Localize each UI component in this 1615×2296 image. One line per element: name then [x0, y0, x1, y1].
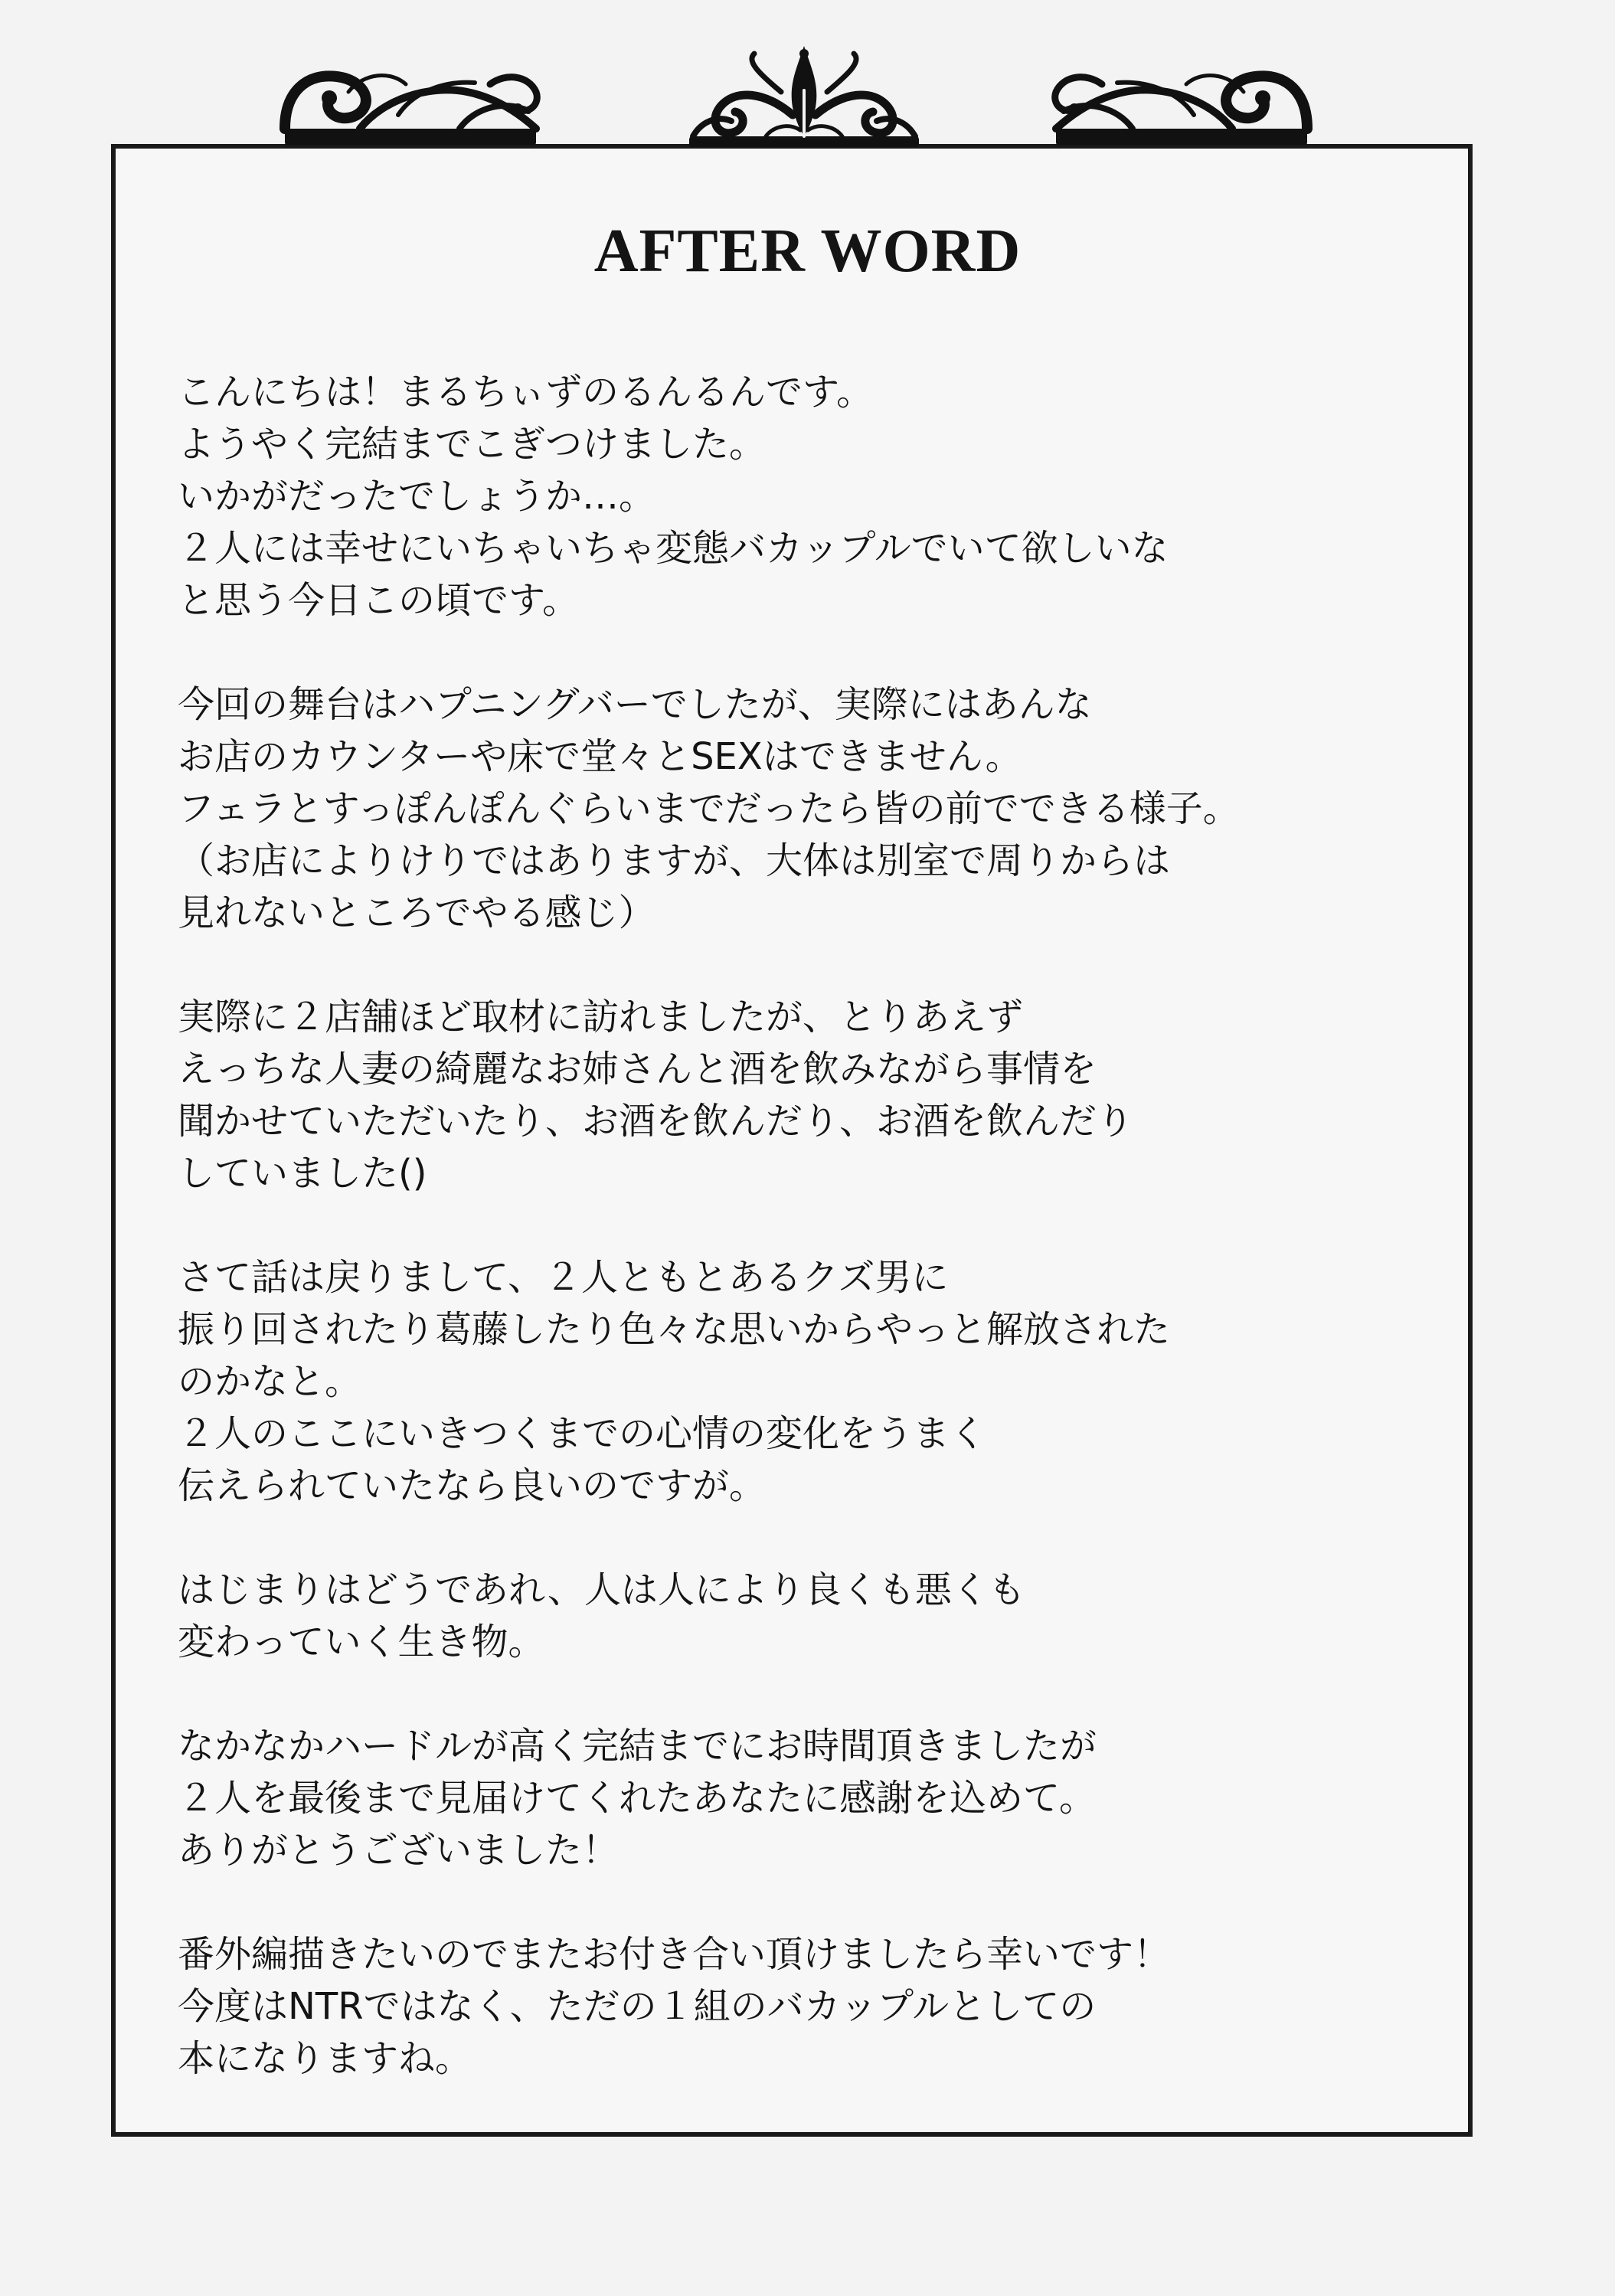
text-line: こんにちは！まるちぃずのるんるんです。 [178, 371, 874, 414]
text-line: ２人を最後まで見届けてくれたあなたに感謝を込めて。 [178, 1777, 1097, 1820]
text-line: 本になりますね。 [178, 2037, 472, 2080]
text-line: （お店によりけりではありますが、大体は別室で周りからは [178, 839, 1171, 882]
text-line: ２人には幸せにいちゃいちゃ変態バカップルでいて欲しいな [178, 527, 1169, 570]
text-line: 今回の舞台はハプニングバーでしたが、実際にはあんな [178, 683, 1092, 726]
text-line: 番外編描きたいのでまたお付き合い頂けましたら幸いです！ [178, 1933, 1171, 1976]
afterword-paragraph [178, 1928, 1449, 2085]
text-line: のかなと。 [178, 1360, 362, 1403]
text-line: はじまりはどうであれ、人は人により良くも悪くも [178, 1568, 1025, 1611]
header-ornaments [0, 0, 1615, 176]
afterword-body [178, 366, 1449, 2137]
text-line: していました() [178, 1152, 427, 1195]
page-title: AFTER WORD [593, 217, 1022, 285]
text-line: 変わっていく生き物。 [178, 1621, 545, 1663]
text-line: ２人のここにいきつくまでの心情の変化をうまく [178, 1412, 987, 1455]
text-line: 見れないところでやる感じ） [178, 891, 655, 934]
text-line: 振り回されたり葛藤したり色々な思いからやっと解放された [178, 1308, 1171, 1351]
text-line: お店のカウンターや床で堂々とSEXはできません。 [178, 735, 1022, 778]
crown-ornament-center-icon [689, 46, 919, 147]
afterword-paragraph [178, 991, 1449, 1199]
text-line: 今度はNTRではなく、ただの１組のバカップルとしての [178, 1985, 1097, 2028]
scroll-ornament-right-icon [1055, 76, 1307, 146]
text-line: 聞かせていただいたり、お酒を飲んだり、お酒を飲んだり [178, 1100, 1134, 1143]
text-line: なかなかハードルが高く完結までにお時間頂きましたが [178, 1725, 1097, 1768]
text-line: えっちな人妻の綺麗なお姉さんと酒を飲みながら事情を [178, 1048, 1097, 1091]
text-line: ようやく完結までこぎつけました。 [178, 423, 767, 466]
afterword-paragraph [178, 679, 1449, 939]
text-line: さて話は戻りまして、２人ともとあるクズ男に [178, 1256, 949, 1299]
text-line: ありがとうございました！ [178, 1829, 620, 1872]
afterword-paragraph [178, 1564, 1449, 1668]
text-line: 実際に２店舗ほど取材に訪れましたが、とりあえず [178, 996, 1024, 1038]
text-line: フェラとすっぽんぽんぐらいまでだったら皆の前でできる様子。 [178, 787, 1240, 830]
scroll-ornament-left-icon [285, 76, 537, 146]
text-line: 伝えられていたなら良いのですが。 [178, 1464, 767, 1507]
text-line: と思う今日この頃です。 [178, 579, 580, 622]
afterword-paragraph [178, 366, 1449, 626]
text-line: いかがだったでしょうか…。 [178, 475, 656, 518]
afterword-paragraph [178, 1720, 1449, 1876]
afterword-paragraph [178, 1251, 1449, 1512]
